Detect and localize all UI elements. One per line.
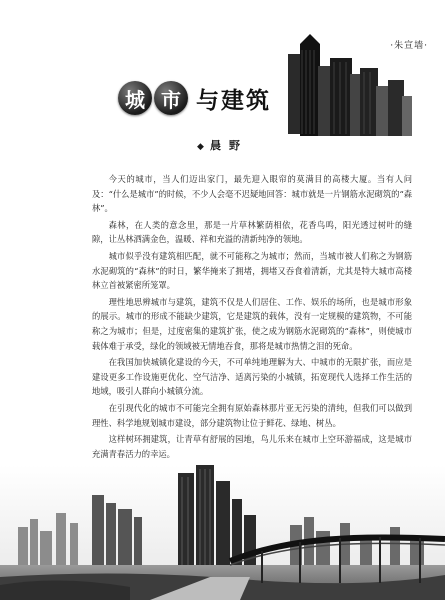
paragraph: 在我国加快城镇化建设的今天，不可单纯地理解为大、中城市的无限扩张，而应是建设更多工作设施更优化、空气洁净、适离污染的小城镇，拓宽现代人选择工作生活的地域，吸引人群向小城镇分流。 — [92, 357, 412, 397]
paragraph: 在引现代化的城市不可能完全拥有原始森林那片亚无污染的清纯，但我们可以做到理性、科学地规划城市建设，部分建筑物让位于鲜花、绿地、树丛。 — [92, 402, 412, 428]
title-text: 与建筑 — [196, 86, 271, 114]
skyline-illustration — [0, 0, 445, 150]
city-bridge-illustration — [0, 465, 445, 600]
title-bubble-2: 市 — [154, 81, 188, 115]
diamond-icon: ◆ — [197, 142, 204, 152]
article-body — [92, 172, 412, 494]
paragraph: 理性地思辨城市与建筑，建筑不仅是人们居住、工作、娱乐的场所，也是城市形象的展示。城市的形成不能缺少建筑，它是建筑的载体，没有一定规模的建筑物，不可能称之为城市；但是，过度密集的建筑扩张，使之成为钢筋水泥砌筑的“森林”，则使城市载体难于承受，绿化的领域被无情地吞食，那将是城市热情之泪的死命。 — [92, 296, 412, 351]
paragraph: 今天的城市，当人们迈出家门，最先迎入眼帘的莫满目的高楼大厦。当有人问及：“什么是城市”的时候，不少人会毫不迟疑地回答：城市就是一片钢筋水泥砌筑的“森林”。 — [92, 174, 412, 214]
column-tag: ·朱宣墙· — [390, 41, 428, 51]
author-name: 晨野 — [209, 139, 248, 152]
article-title — [118, 76, 271, 120]
title-bubble-1: 城 — [118, 81, 152, 115]
author-line — [0, 137, 445, 153]
paragraph: 森林，在人类的意念里，那是一片草林繁荫相依，花香鸟鸣，阳光透过树叶的缝隙，让丛林洒满金色，温暖、祥和充溢的清新纯净的领地。 — [92, 219, 412, 245]
paragraph: 城市似乎没有建筑相匹配，就不可能称之为城市；然而，当城市被人们称之为钢筋水泥砌筑的“森林”的时日，繁华掩来了拥堵，拥堵又吞食着清新，尤其是特大城市高楼林立首被紧密所笼罩。 — [92, 250, 412, 291]
paragraph: 这样树环拥建筑，让青草有舒展的园地，鸟儿乐来在城市上空环游福成，这是城市充满青春活力的幸运。 — [92, 434, 412, 459]
